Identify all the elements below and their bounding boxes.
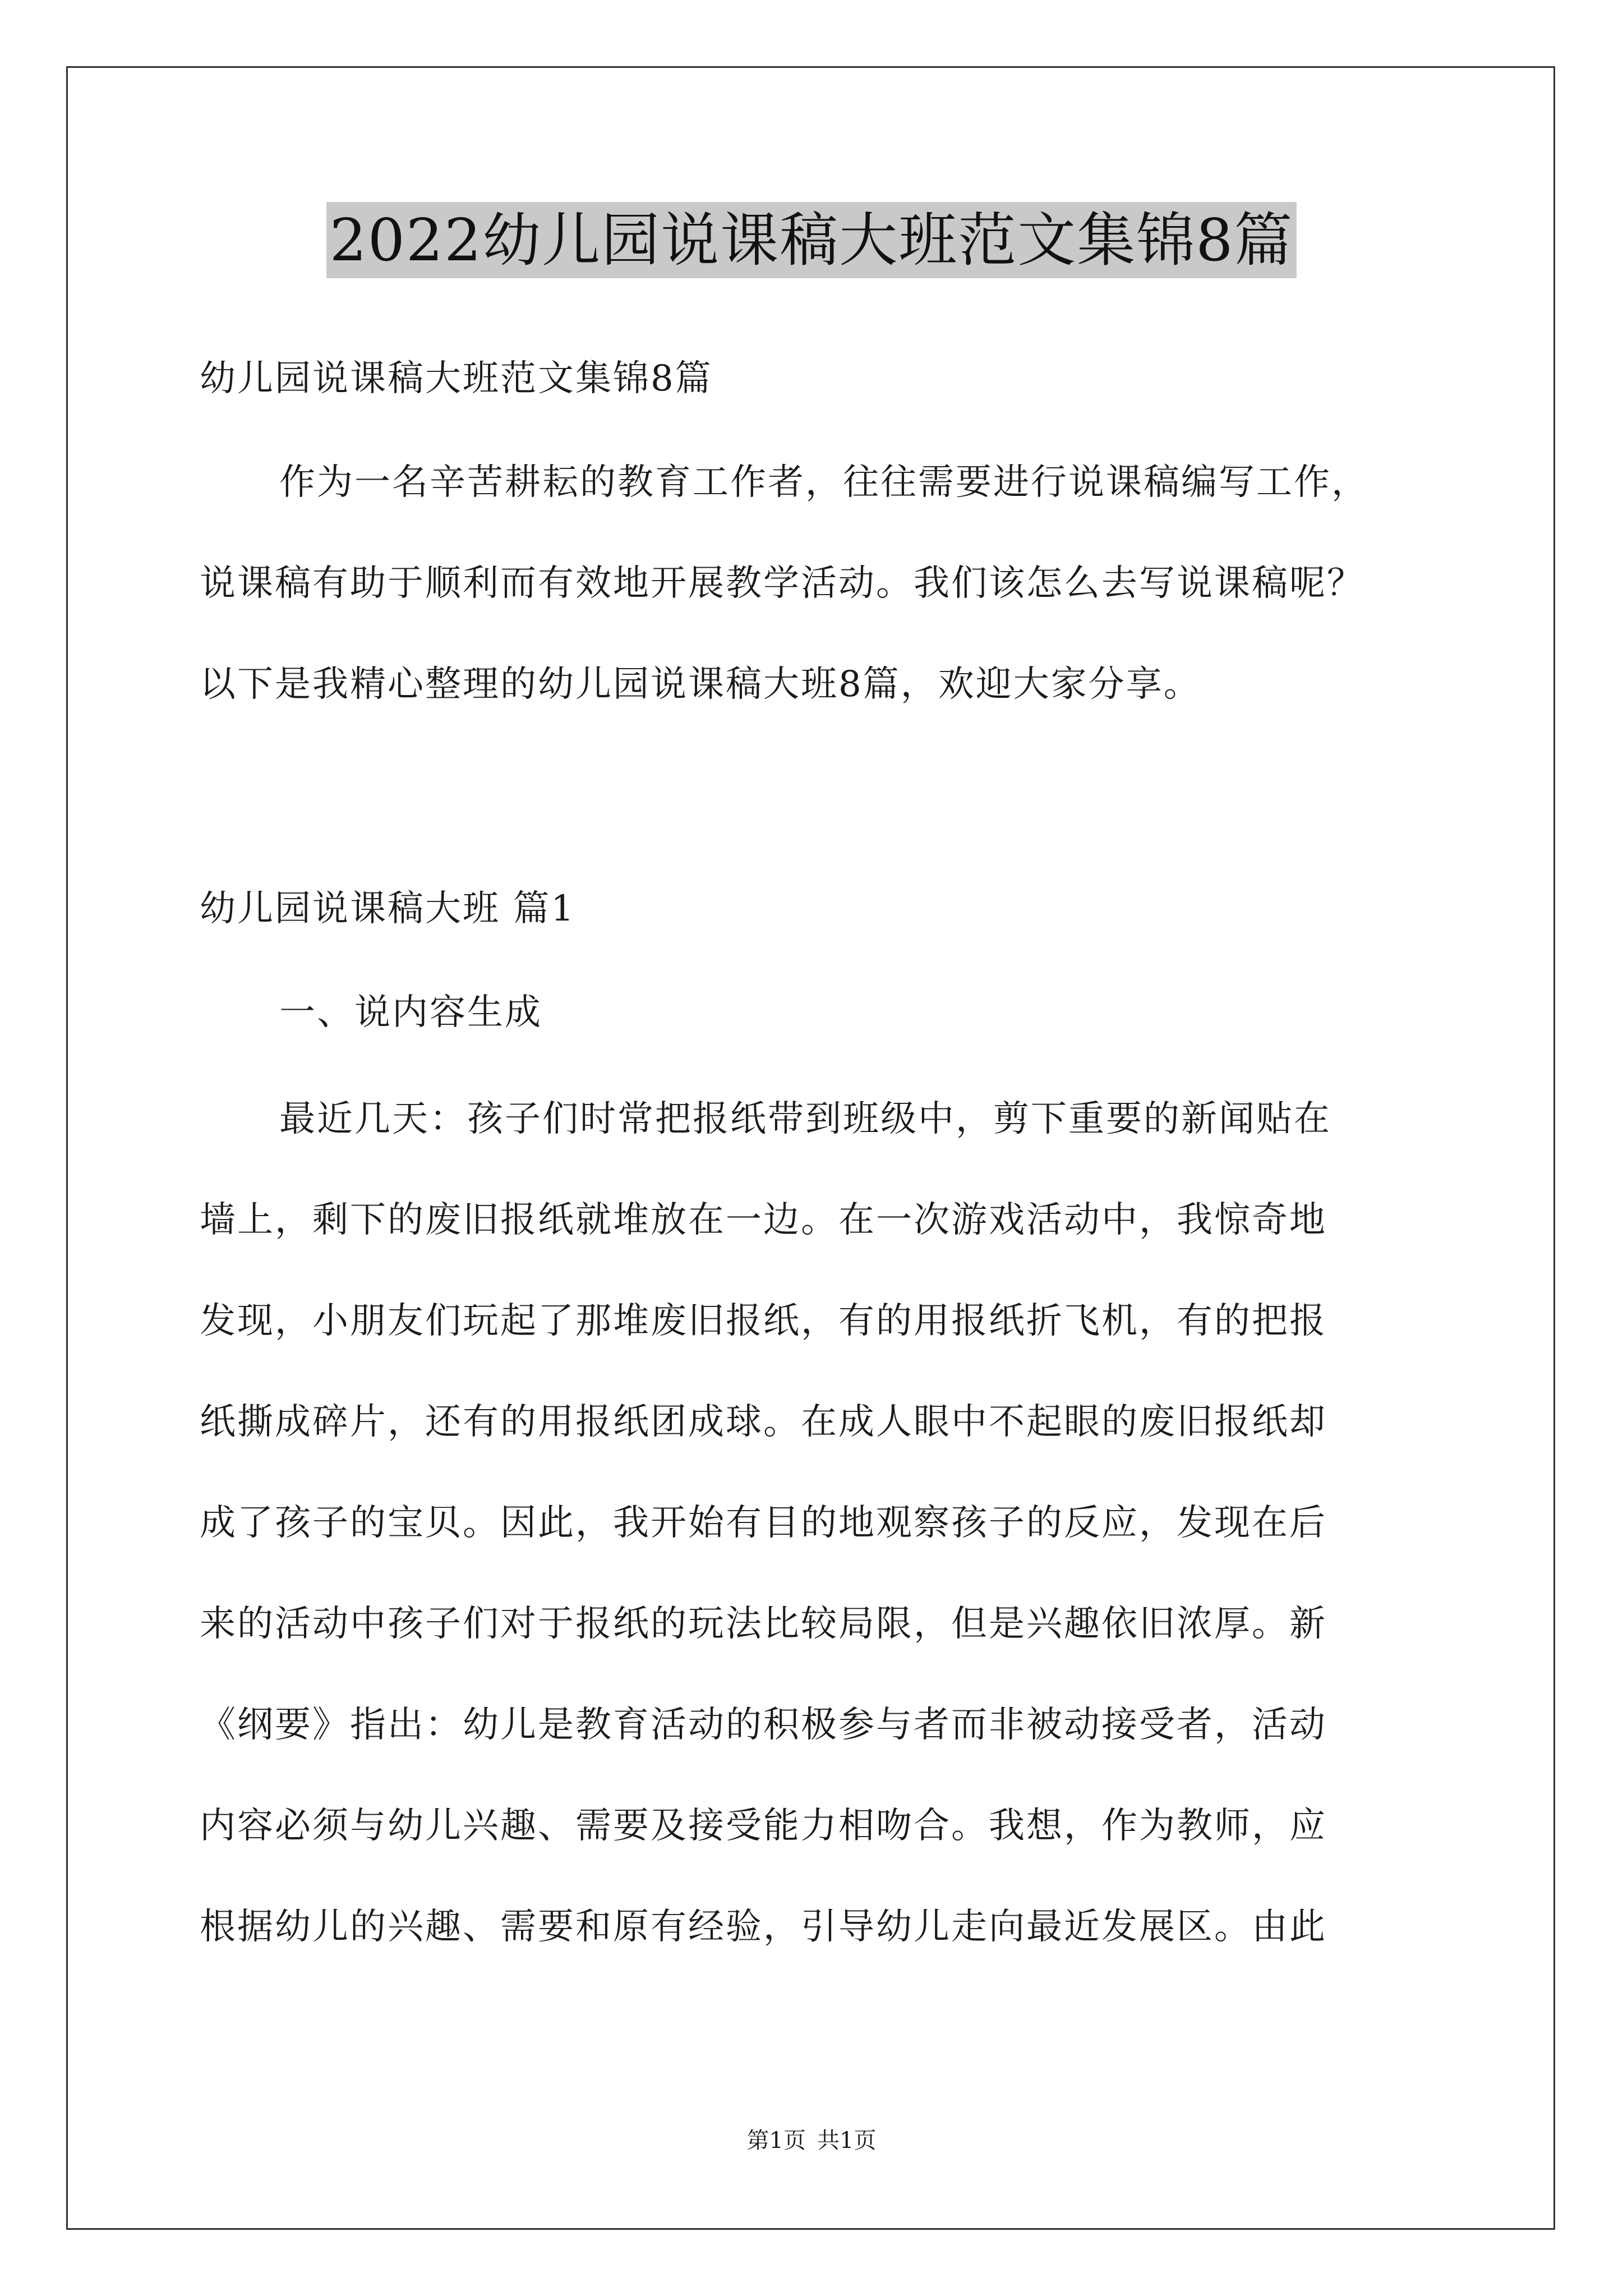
- body-line: 纸撕成碎片，还有的用报纸团成球。在成人眼中不起眼的废旧报纸却: [200, 1401, 1327, 1443]
- body-line: 根据幼儿的兴趣、需要和原有经验，引导幼儿走向最近发展区。由此: [200, 1906, 1327, 1948]
- body-line: 最近几天：孩子们时常把报纸带到班级中，剪下重要的新闻贴在: [279, 1098, 1331, 1140]
- body-line: 内容必须与幼儿兴趣、需要及接受能力相吻合。我想，作为教师，应: [200, 1805, 1327, 1847]
- section-subheading: 一、说内容生成: [279, 992, 542, 1033]
- body-line: 墙上，剩下的废旧报纸就堆放在一边。在一次游戏活动中，我惊奇地: [200, 1199, 1327, 1241]
- body-line: 成了孩子的宝贝。因此，我开始有目的地观察孩子的反应，发现在后: [200, 1502, 1327, 1544]
- title-container: [0, 202, 1623, 278]
- intro-line: 作为一名辛苦耕耘的教育工作者，往往需要进行说课稿编写工作，: [279, 462, 1369, 503]
- body-line: 发现，小朋友们玩起了那堆废旧报纸，有的用报纸折飞机，有的把报: [200, 1300, 1327, 1342]
- body-line: 来的活动中孩子们对于报纸的玩法比较局限，但是兴趣依旧浓厚。新: [200, 1603, 1327, 1645]
- section-heading: 幼儿园说课稿大班 篇1: [200, 888, 576, 930]
- page-footer: [0, 2127, 1623, 2154]
- document-subtitle: 幼儿园说课稿大班范文集锦8篇: [200, 358, 713, 399]
- page-number-current: 第1页: [746, 2128, 806, 2154]
- page-number-total: 共1页: [817, 2128, 877, 2154]
- document-title: 2022幼儿园说课稿大班范文集锦8篇: [326, 202, 1297, 278]
- body-line: 《纲要》指出：幼儿是教育活动的积极参与者而非被动接受者，活动: [200, 1704, 1327, 1746]
- intro-line: 以下是我精心整理的幼儿园说课稿大班8篇，欢迎大家分享。: [200, 664, 1201, 705]
- intro-line: 说课稿有助于顺利而有效地开展教学活动。我们该怎么去写说课稿呢？: [200, 563, 1364, 604]
